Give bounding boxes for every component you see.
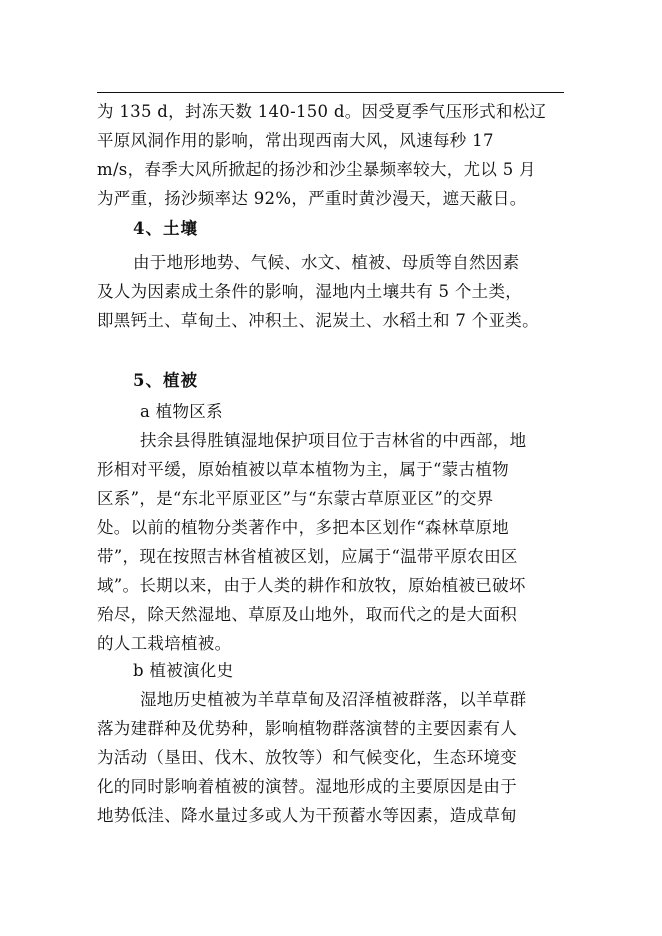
text-line: 平原风洞作用的影响，常出现西南大风，风速每秒 17 (97, 131, 494, 150)
text-line: 为活动（垦田、伐木、放牧等）和气候变化，生态环境变 (97, 748, 517, 767)
text-line: 域”。长期以来，由于人类的耕作和放牧，原始植被已破坏 (97, 576, 526, 595)
text-line: 即黑钙土、草甸土、冲积土、泥炭土、水稻土和 7 个亚类。 (97, 311, 539, 330)
text-line: 扶余县得胜镇湿地保护项目位于吉林省的中西部，地 (140, 431, 527, 450)
text-line: 处。以前的植物分类著作中，多把本区划作“森林草原地 (97, 518, 509, 537)
text-line: 落为建群种及优势种，影响植物群落演替的主要因素有人 (97, 719, 517, 738)
text-line: 带”，现在按照吉林省植被区划，应属于“温带平原农田区 (97, 547, 518, 566)
text-line: m/s，春季大风所掀起的扬沙和沙尘暴频率较大，尤以 5 月 (97, 160, 536, 179)
text-line: 区系”，是“东北平原亚区”与“东蒙古草原亚区”的交界 (97, 489, 494, 508)
text-line: 的人工栽培植被。 (97, 634, 232, 653)
text-line: 为 135 d，封冻天数 140-150 d。因受夏季气压形式和松辽 (97, 102, 547, 121)
text-line: 殆尽，除天然湿地、草原及山地外，取而代之的是大面积 (97, 605, 517, 624)
subsection-heading-flora: a 植物区系 (140, 402, 223, 421)
section-heading-soil: 4、土壤 (133, 219, 198, 238)
text-line: 为严重，扬沙频率达 92%，严重时黄沙漫天，遮天蔽日。 (97, 189, 527, 208)
header-rule (97, 92, 564, 93)
text-line: 湿地历史植被为羊草草甸及沼泽植被群落，以羊草群 (140, 690, 527, 709)
text-line: 由于地形地势、气候、水文、植被、母质等自然因素 (133, 253, 520, 272)
text-line: 化的同时影响着植被的演替。湿地形成的主要原因是由于 (97, 777, 517, 796)
text-line: 地势低洼、降水量过多或人为干预蓄水等因素，造成草甸 (97, 806, 517, 825)
subsection-heading-vegetation-history: b 植被演化史 (133, 661, 234, 680)
text-line: 及人为因素成土条件的影响，湿地内土壤共有 5 个土类， (97, 282, 523, 301)
section-heading-vegetation: 5、植被 (133, 371, 198, 390)
text-line: 形相对平缓，原始植被以草本植物为主，属于“蒙古植物 (97, 460, 509, 479)
